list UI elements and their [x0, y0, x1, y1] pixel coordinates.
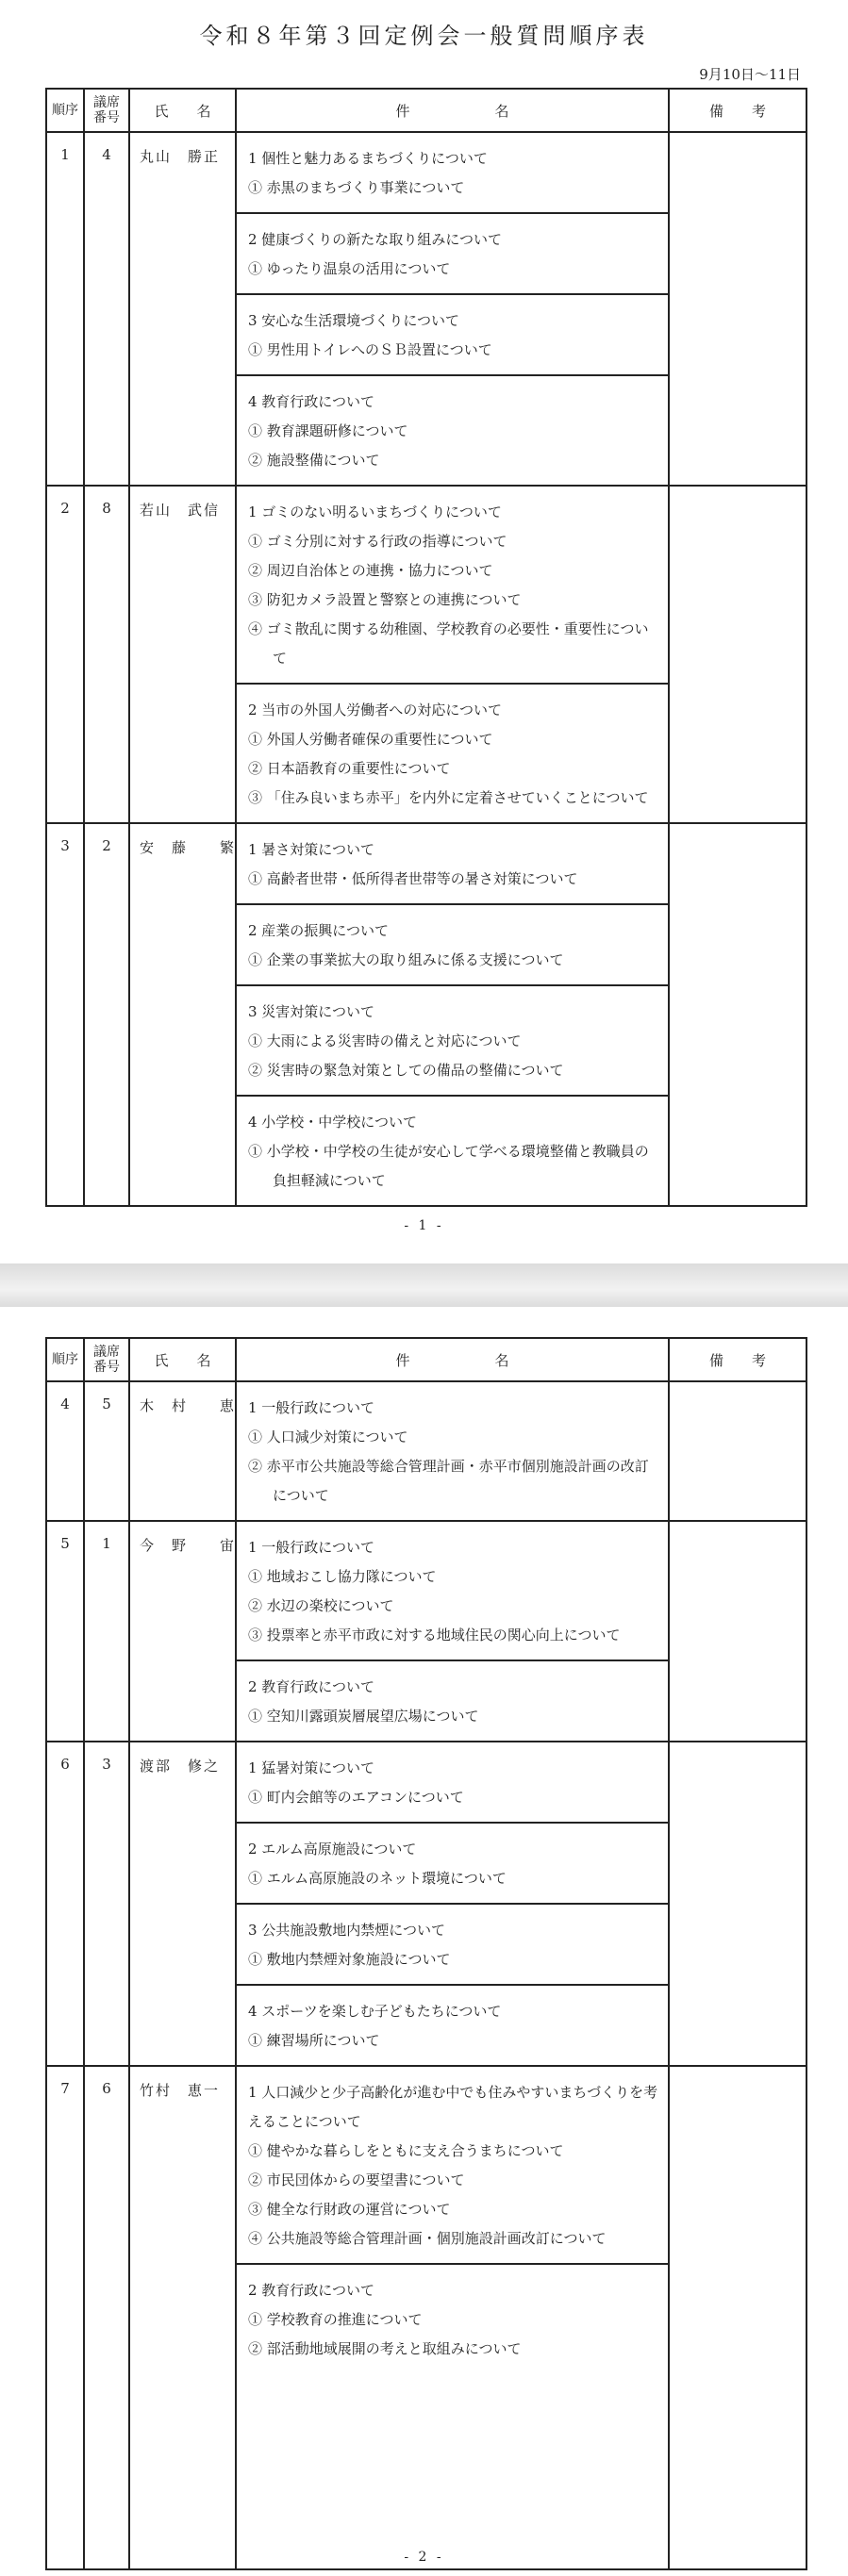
subtopic-item: ① 男性用トイレへのＳＢ設置について — [248, 341, 492, 358]
question-topic — [236, 1381, 669, 1521]
question-topic — [236, 2264, 669, 2569]
member-name: 安 藤 繁 — [129, 823, 236, 1206]
header-name: 氏 名 — [129, 1338, 236, 1381]
table-row — [46, 1381, 806, 1521]
member-name: 渡部 修之 — [129, 1742, 236, 2066]
topic-title: 3 災害対策について — [248, 1003, 375, 1020]
page-number-2: - 2 - — [404, 2550, 444, 2565]
member-name: 竹村 恵一 — [129, 2066, 236, 2569]
question-topic — [236, 213, 669, 294]
remarks-cell — [669, 1742, 806, 2066]
topic-title: 4 スポーツを楽しむ子どもたちについて — [248, 2003, 502, 2020]
page-number-1: - 1 - — [404, 1218, 444, 1233]
order-number: 6 — [46, 1742, 84, 2066]
question-topic — [236, 1823, 669, 1904]
question-topic — [236, 1985, 669, 2066]
question-topic — [236, 486, 669, 684]
order-number: 4 — [46, 1381, 84, 1521]
header-note: 備 考 — [669, 89, 806, 132]
question-topic — [236, 1742, 669, 1823]
topic-title: 4 小学校・中学校について — [248, 1114, 418, 1131]
document-title: 令和８年第３回定例会一般質問順序表 — [199, 23, 649, 49]
seat-number: 6 — [84, 2066, 129, 2569]
table-row — [46, 2066, 806, 2264]
topic-title: 1 暑さ対策について — [248, 841, 375, 858]
seat-number: 3 — [84, 1742, 129, 2066]
seat-number: 8 — [84, 486, 129, 823]
topic-title: 1 ゴミのない明るいまちづくりについて — [248, 504, 502, 520]
subtopic-item: ① 地域おこし協力隊について — [248, 1568, 437, 1585]
subtopic-item: ① 敷地内禁煙対象施設について — [248, 1951, 451, 1968]
remarks-cell — [669, 2066, 806, 2569]
seat-number: 4 — [84, 132, 129, 486]
subtopic-item: ① 健やかな暮らしをともに支え合うまちについて — [248, 2142, 564, 2159]
topic-title: 1 個性と魅力あるまちづくりについて — [248, 150, 488, 167]
topic-title: 2 エルム高原施設について — [248, 1841, 417, 1858]
table-row — [46, 132, 806, 213]
table-row — [46, 1521, 806, 1660]
order-number: 7 — [46, 2066, 84, 2569]
order-number: 2 — [46, 486, 84, 823]
remarks-cell — [669, 486, 806, 823]
subtopic-item: ④ ゴミ散乱に関する幼稚園、学校教育の必要性・重要性について — [248, 620, 649, 667]
question-topic — [236, 375, 669, 486]
topic-title: 1 一般行政について — [248, 1539, 375, 1556]
subtopic-item: ① 空知川露頭炭層展望広場について — [248, 1708, 479, 1725]
subtopic-item: ② 水辺の楽校について — [248, 1597, 394, 1614]
topic-title: 3 安心な生活環境づくりについて — [248, 312, 460, 329]
question-topic — [236, 1521, 669, 1660]
topic-title: 3 公共施設敷地内禁煙について — [248, 1922, 446, 1939]
order-number: 5 — [46, 1521, 84, 1742]
header-note: 備 考 — [669, 1338, 806, 1381]
order-table-page-1 — [45, 88, 807, 1207]
order-table-page-2 — [45, 1337, 807, 2570]
subtopic-item: ① 高齢者世帯・低所得者世帯等の暑さ対策について — [248, 870, 578, 887]
order-number: 1 — [46, 132, 84, 486]
seat-number: 5 — [84, 1381, 129, 1521]
question-topic — [236, 132, 669, 213]
seat-number: 2 — [84, 823, 129, 1206]
topic-title: 2 産業の振興について — [248, 922, 390, 939]
subtopic-item: ① 練習場所について — [248, 2032, 380, 2049]
header-subject: 件 名 — [236, 89, 669, 132]
topic-title: 1 一般行政について — [248, 1399, 375, 1416]
subtopic-item: ① 人口減少対策について — [248, 1428, 408, 1445]
subtopic-item: ① ゴミ分別に対する行政の指導について — [248, 533, 507, 550]
member-name: 若山 武信 — [129, 486, 236, 823]
question-topic — [236, 823, 669, 904]
header-seat: 議席 番号 — [84, 89, 129, 132]
question-topic — [236, 1096, 669, 1206]
subtopic-item: ① エルム高原施設のネット環境について — [248, 1870, 507, 1887]
topic-title: 1 猛暑対策について — [248, 1759, 375, 1776]
table-row — [46, 823, 806, 904]
table-header — [46, 89, 806, 132]
session-date: 9月10日～11日 — [699, 66, 801, 83]
topic-title: 2 教育行政について — [248, 2282, 375, 2299]
question-topic — [236, 1660, 669, 1742]
topic-title: 4 教育行政について — [248, 393, 375, 410]
topic-title: 2 教育行政について — [248, 1678, 375, 1695]
member-name: 木 村 恵 — [129, 1381, 236, 1521]
subtopic-item: ① 小学校・中学校の生徒が安心して学べる環境整備と教職員の負担軽減について — [248, 1143, 649, 1189]
table-row — [46, 1742, 806, 1823]
seat-number: 1 — [84, 1521, 129, 1742]
subtopic-item: ② 部活動地域展開の考えと取組みについて — [248, 2340, 522, 2357]
subtopic-item: ① 大雨による災害時の備えと対応について — [248, 1032, 522, 1049]
remarks-cell — [669, 132, 806, 486]
subtopic-item: ② 赤平市公共施設等総合管理計画・赤平市個別施設計画の改訂について — [248, 1458, 649, 1504]
subtopic-item: ① 学校教育の推進について — [248, 2311, 423, 2328]
subtopic-item: ① 教育課題研修について — [248, 422, 408, 439]
topic-title: 1 人口減少と少子高齢化が進む中でも住みやすいまちづくりを考えることについて — [248, 2084, 658, 2130]
remarks-cell — [669, 1381, 806, 1521]
subtopic-item: ③ 「住み良いまち赤平」を内外に定着させていくことについて — [248, 789, 649, 806]
subtopic-item: ② 災害時の緊急対策としての備品の整備について — [248, 1062, 564, 1079]
subtopic-item: ① 外国人労働者確保の重要性について — [248, 731, 493, 748]
page-2 — [0, 1307, 848, 2576]
header-subject: 件 名 — [236, 1338, 669, 1381]
page-gap — [0, 1263, 848, 1307]
topic-title: 2 健康づくりの新たな取り組みについて — [248, 231, 503, 248]
subtopic-item: ③ 健全な行財政の運営について — [248, 2201, 451, 2218]
subtopic-item: ② 日本語教育の重要性について — [248, 760, 451, 777]
subtopic-item: ④ 公共施設等総合管理計画・個別施設計画改訂について — [248, 2230, 607, 2247]
subtopic-item: ① ゆったり温泉の活用について — [248, 260, 451, 277]
subtopic-item: ① 町内会館等のエアコンについて — [248, 1789, 464, 1806]
header-seq: 順序 — [46, 1338, 84, 1381]
question-topic — [236, 684, 669, 823]
header-seq: 順序 — [46, 89, 84, 132]
subtopic-item: ① 企業の事業拡大の取り組みに係る支援について — [248, 951, 564, 968]
subtopic-item: ③ 防犯カメラ設置と警察との連携について — [248, 591, 522, 608]
order-number: 3 — [46, 823, 84, 1206]
question-topic — [236, 2066, 669, 2264]
member-name: 今 野 宙 — [129, 1521, 236, 1742]
subtopic-item: ② 施設整備について — [248, 452, 380, 469]
header-name: 氏 名 — [129, 89, 236, 132]
header-seat: 議席 番号 — [84, 1338, 129, 1381]
remarks-cell — [669, 823, 806, 1206]
subtopic-item: ① 赤黒のまちづくり事業について — [248, 179, 465, 196]
question-topic — [236, 985, 669, 1096]
remarks-cell — [669, 1521, 806, 1742]
table-header — [46, 1338, 806, 1381]
member-name: 丸山 勝正 — [129, 132, 236, 486]
page-1 — [0, 0, 848, 1263]
subtopic-item: ② 市民団体からの要望書について — [248, 2171, 465, 2188]
subtopic-item: ③ 投票率と赤平市政に対する地域住民の関心向上について — [248, 1627, 621, 1643]
topic-title: 2 当市の外国人労働者への対応について — [248, 702, 503, 718]
table-row — [46, 486, 806, 684]
question-topic — [236, 1904, 669, 1985]
subtopic-item: ② 周辺自治体との連携・協力について — [248, 562, 493, 579]
question-topic — [236, 294, 669, 375]
question-topic — [236, 904, 669, 985]
